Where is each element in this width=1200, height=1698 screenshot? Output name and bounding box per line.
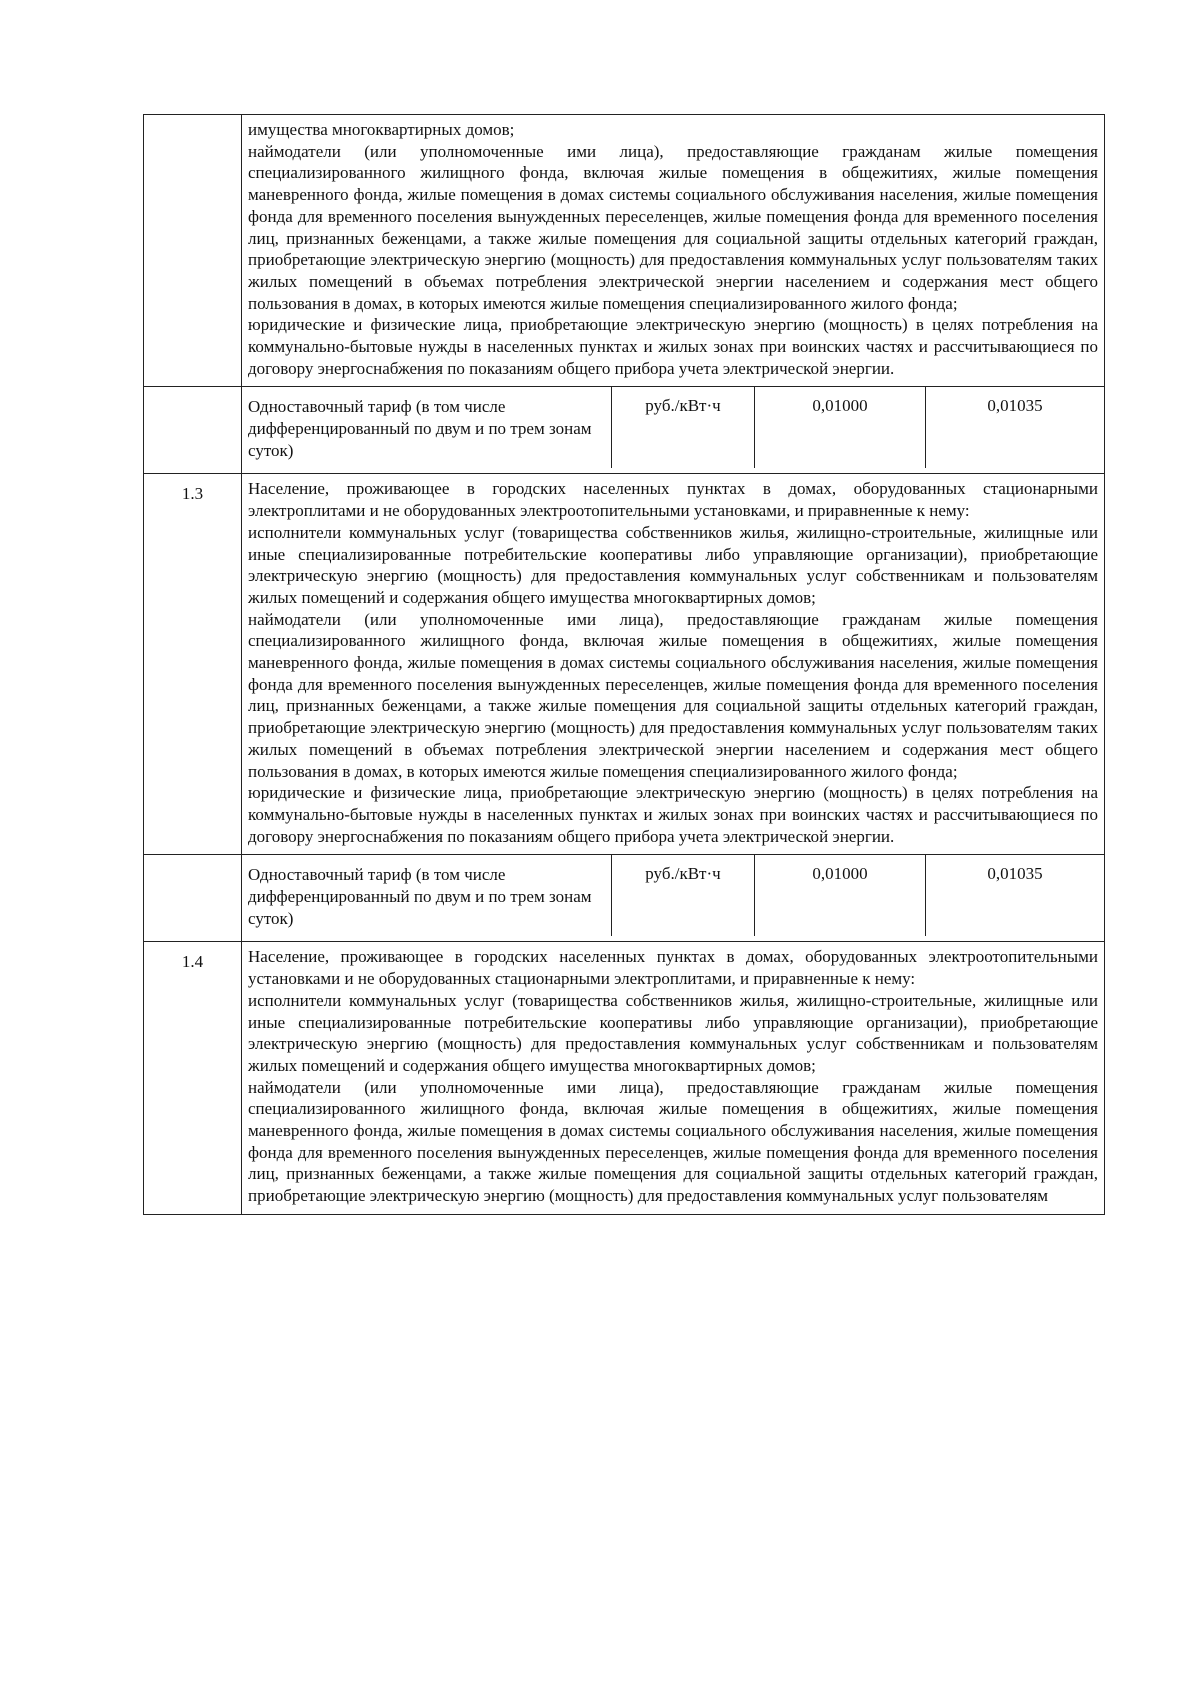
table-row bbox=[144, 942, 1105, 1214]
tariff-row bbox=[144, 855, 1105, 942]
description-paragraph: исполнители коммунальных услуг (товарищества собственников жилья, жилищно-строительные, жилищные или иные специализированные потребительские кооперативы либо управляющие организации), приобретающие электрическую энергию (мощность) для предоставления коммунальных услуг собственникам и пользователям жилых помещений и содержания общего имущества многоквартирных домов; bbox=[248, 990, 1098, 1075]
row-number bbox=[144, 115, 242, 387]
tariff-unit: руб./кВт·ч bbox=[612, 387, 755, 467]
tariff-subtable-cell bbox=[242, 855, 1105, 942]
table-row bbox=[144, 474, 1105, 855]
tariff-value-1: 0,01000 bbox=[755, 855, 926, 935]
tariff-unit: руб./кВт·ч bbox=[612, 855, 755, 935]
consumer-description bbox=[242, 942, 1105, 1214]
row-number-empty bbox=[144, 855, 242, 942]
tariff-row bbox=[144, 387, 1105, 474]
description-paragraph: наймодатели (или уполномоченные ими лица), предоставляющие гражданам жилые помещения специализированного жилищного фонда, включая жилые помещения в общежитиях, жилые помещения маневренного фонда, жилые помещения в домах системы социального обслуживания населения, жилые помещения фонда для временного поселения вынужденных переселенцев, жилые помещения фонда для временного поселения лиц, признанных беженцами, а также жилые помещения для социальной защиты отдельных категорий граждан, приобретающие электрическую энергию (мощность) для предоставления коммунальных услуг пользователям таких жилых помещений в объемах потребления электрической энергии населением и содержания мест общего пользования в домах, в которых имеются жилые помещения специализированного жилого фонда; bbox=[248, 609, 1098, 781]
tariff-name: Одноставочный тариф (в том числе дифференцированный по двум и по трем зонам суток) bbox=[248, 865, 592, 928]
tariff-value-1: 0,01000 bbox=[755, 387, 926, 467]
tariff-subtable-cell bbox=[242, 387, 1105, 474]
description-paragraph: Население, проживающее в городских населенных пунктах в домах, оборудованных стационарными электроплитами и не оборудованных электроотопительными установками, и приравненные к нему: bbox=[248, 479, 1098, 521]
description-paragraph: юридические и физические лица, приобретающие электрическую энергию (мощность) в целях потребления на коммунально-бытовые нужды в населенных пунктах и жилых зонах при воинских частях и рассчитывающиеся по договору энергоснабжения по показаниям общего прибора учета электрической энергии. bbox=[248, 783, 1098, 846]
description-paragraph: исполнители коммунальных услуг (товарищества собственников жилья, жилищно-строительные, жилищные или иные специализированные потребительские кооперативы либо управляющие организации), приобретающие электрическую энергию (мощность) для предоставления коммунальных услуг собственникам и пользователям жилых помещений и содержания общего имущества многоквартирных домов; bbox=[248, 522, 1098, 607]
description-paragraph: наймодатели (или уполномоченные ими лица), предоставляющие гражданам жилые помещения специализированного жилищного фонда, включая жилые помещения в общежитиях, жилые помещения маневренного фонда, жилые помещения в домах системы социального обслуживания населения, жилые помещения фонда для временного поселения вынужденных переселенцев, жилые помещения фонда для временного поселения лиц, признанных беженцами, а также жилые помещения для социальной защиты отдельных категорий граждан, приобретающие электрическую энергию (мощность) для предоставления коммунальных услуг пользователям bbox=[248, 1077, 1098, 1206]
description-paragraph: наймодатели (или уполномоченные ими лица), предоставляющие гражданам жилые помещения специализированного жилищного фонда, включая жилые помещения в общежитиях, жилые помещения маневренного фонда, жилые помещения в домах системы социального обслуживания населения, жилые помещения фонда для временного поселения вынужденных переселенцев, жилые помещения фонда для временного поселения лиц, признанных беженцами, а также жилые помещения для социальной защиты отдельных категорий граждан, приобретающие электрическую энергию (мощность) для предоставления коммунальных услуг пользователям таких жилых помещений в объемах потребления электрической энергии населением и содержания мест общего пользования в домах, в которых имеются жилые помещения специализированного жилого фонда; bbox=[248, 141, 1098, 313]
tariff-subtable bbox=[242, 855, 1104, 935]
consumer-description bbox=[242, 115, 1105, 387]
tariff-name: Одноставочный тариф (в том числе дифференцированный по двум и по трем зонам суток) bbox=[248, 397, 592, 460]
row-number: 1.4 bbox=[144, 942, 242, 1214]
description-paragraph: имущества многоквартирных домов; bbox=[248, 120, 515, 139]
tariff-value-2: 0,01035 bbox=[926, 855, 1105, 935]
tariff-subtable bbox=[242, 387, 1104, 467]
row-number-empty bbox=[144, 387, 242, 474]
tariff-value-2: 0,01035 bbox=[926, 387, 1105, 467]
consumer-description bbox=[242, 474, 1105, 855]
description-paragraph: Население, проживающее в городских населенных пунктах в домах, оборудованных электроотопительными установками и не оборудованных стационарными электроплитами, и приравненные к нему: bbox=[248, 947, 1098, 989]
tariff-table bbox=[143, 114, 1105, 1215]
table-row bbox=[144, 115, 1105, 387]
row-number: 1.3 bbox=[144, 474, 242, 855]
description-paragraph: юридические и физические лица, приобретающие электрическую энергию (мощность) в целях потребления на коммунально-бытовые нужды в населенных пунктах и жилых зонах при воинских частях и рассчитывающиеся по договору энергоснабжения по показаниям общего прибора учета электрической энергии. bbox=[248, 315, 1098, 378]
